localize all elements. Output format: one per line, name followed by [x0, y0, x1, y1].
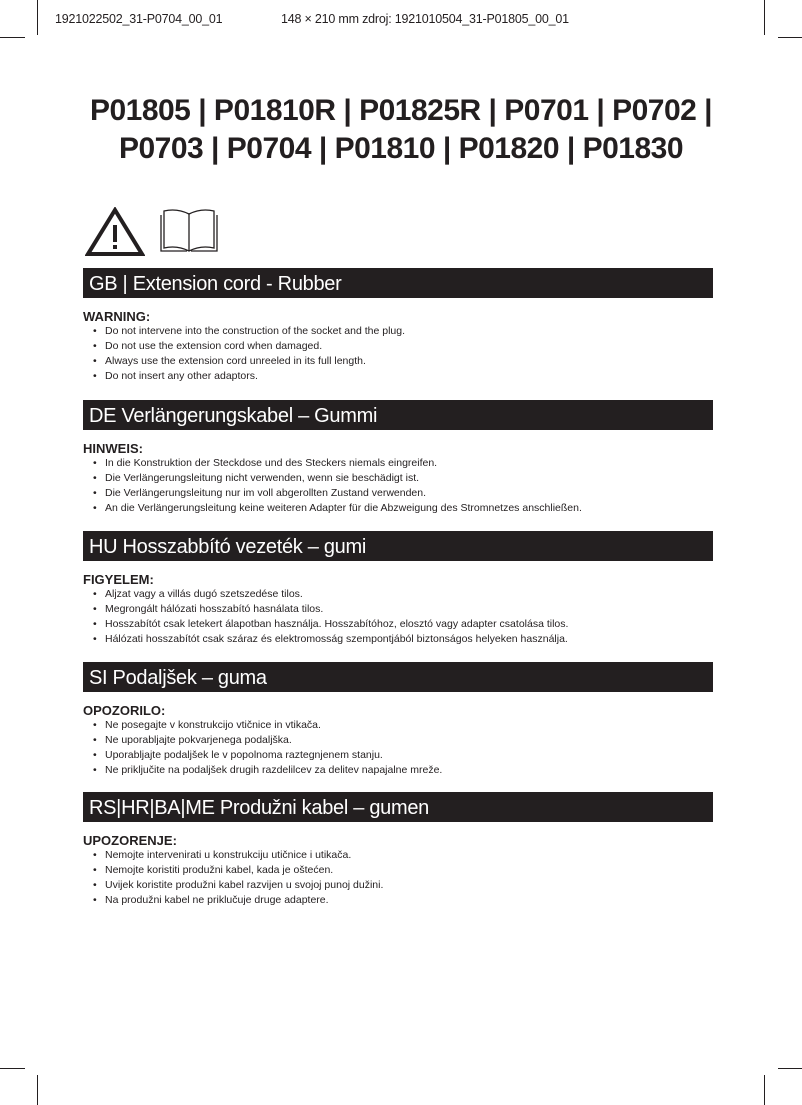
list-item: • Ne priključite na podaljšek drugih razdelilcev za delitev napajalne mreže.: [93, 763, 713, 778]
crop-mark: [37, 0, 38, 35]
list-item: • Nemojte koristiti produžni kabel, kada je oštećen.: [93, 863, 713, 878]
list-item: • Aljzat vagy a villás dugó szetszedése tilos.: [93, 587, 713, 602]
section-heading: GB | Extension cord - Rubber: [83, 268, 713, 298]
warning-triangle-icon: [85, 207, 145, 257]
section-si: [83, 662, 713, 778]
bullet-list: [83, 848, 713, 908]
warning-label: FIGYELEM:: [83, 572, 154, 587]
list-item: • Hálózati hosszabítót csak száraz és elektromosság szempontjából biztonságos helyeken használja.: [93, 632, 713, 647]
section-gb: [83, 268, 713, 384]
warning-label: WARNING:: [83, 309, 151, 324]
bullet-list: [83, 587, 713, 647]
crop-mark: [764, 0, 765, 35]
list-item: • Do not insert any other adaptors.: [93, 369, 713, 384]
list-item: • An die Verlängerungsleitung keine weiteren Adapter für die Abzweigung des Stromnetzes anschließen.: [93, 501, 713, 516]
list-item: • Megrongált hálózati hosszabító hasnálata tilos.: [93, 602, 713, 617]
section-heading: HU Hosszabbító vezeték – gumi: [83, 531, 713, 561]
section-hu: [83, 531, 713, 647]
list-item: • Ne posegajte v konstrukcijo vtičnice in vtikača.: [93, 718, 713, 733]
crop-mark: [778, 37, 802, 38]
section-de: [83, 400, 713, 516]
crop-mark: [37, 1075, 38, 1105]
warning-label: UPOZORENJE:: [83, 833, 177, 848]
bullet-list: [83, 718, 713, 778]
list-item: • Do not use the extension cord when damaged.: [93, 339, 713, 354]
list-item: • Ne uporabljajte pokvarjenega podaljška.: [93, 733, 713, 748]
list-item: • Do not intervene into the construction of the socket and the plug.: [93, 324, 713, 339]
section-heading: RS|HR|BA|ME Produžni kabel – gumen: [83, 792, 713, 822]
slug-file-id: 1921022502_31-P0704_00_01: [55, 12, 223, 26]
section-heading: SI Podaljšek – guma: [83, 662, 713, 692]
warning-label: HINWEIS:: [83, 441, 143, 456]
list-item: • Die Verlängerungsleitung nicht verwenden, wenn sie beschädigt ist.: [93, 471, 713, 486]
list-item: • Hosszabítót csak letekert álapotban használja. Hosszabítóhoz, elosztó vagy adapter csatolása tilos.: [93, 617, 713, 632]
list-item: • Nemojte intervenirati u konstrukciju utičnice i utikača.: [93, 848, 713, 863]
section-heading: DE Verlängerungskabel – Gummi: [83, 400, 713, 430]
list-item: • Na produžni kabel ne priklučuje druge adaptere.: [93, 893, 713, 908]
crop-mark: [764, 1075, 765, 1105]
title-line-2: P0703 | P0704 | P01810 | P01820 | P01830: [118, 132, 684, 165]
manual-book-icon: [159, 207, 219, 255]
list-item: • Always use the extension cord unreeled in its full length.: [93, 354, 713, 369]
crop-mark: [0, 37, 25, 38]
bullet-list: [83, 456, 713, 516]
crop-mark: [778, 1068, 802, 1069]
list-item: • In die Konstruktion der Steckdose und des Steckers niemals eingreifen.: [93, 456, 713, 471]
warning-label: OPOZORILO:: [83, 703, 166, 718]
list-item: • Uporabljajte podaljšek le v popolnoma raztegnjenem stanju.: [93, 748, 713, 763]
bullet-list: [83, 324, 713, 384]
title-line-1: P01805 | P01810R | P01825R | P0701 | P0702 |: [89, 94, 713, 127]
crop-mark: [0, 1068, 25, 1069]
list-item: • Die Verlängerungsleitung nur im voll abgerollten Zustand verwenden.: [93, 486, 713, 501]
page-title: [0, 92, 802, 168]
section-rs-hr-ba-me: [83, 792, 713, 908]
list-item: • Uvijek koristite produžni kabel razvijen u svojoj punoj dužini.: [93, 878, 713, 893]
slug-format-source: 148 × 210 mm zdroj: 1921010504_31-P01805_00_01: [281, 12, 569, 26]
